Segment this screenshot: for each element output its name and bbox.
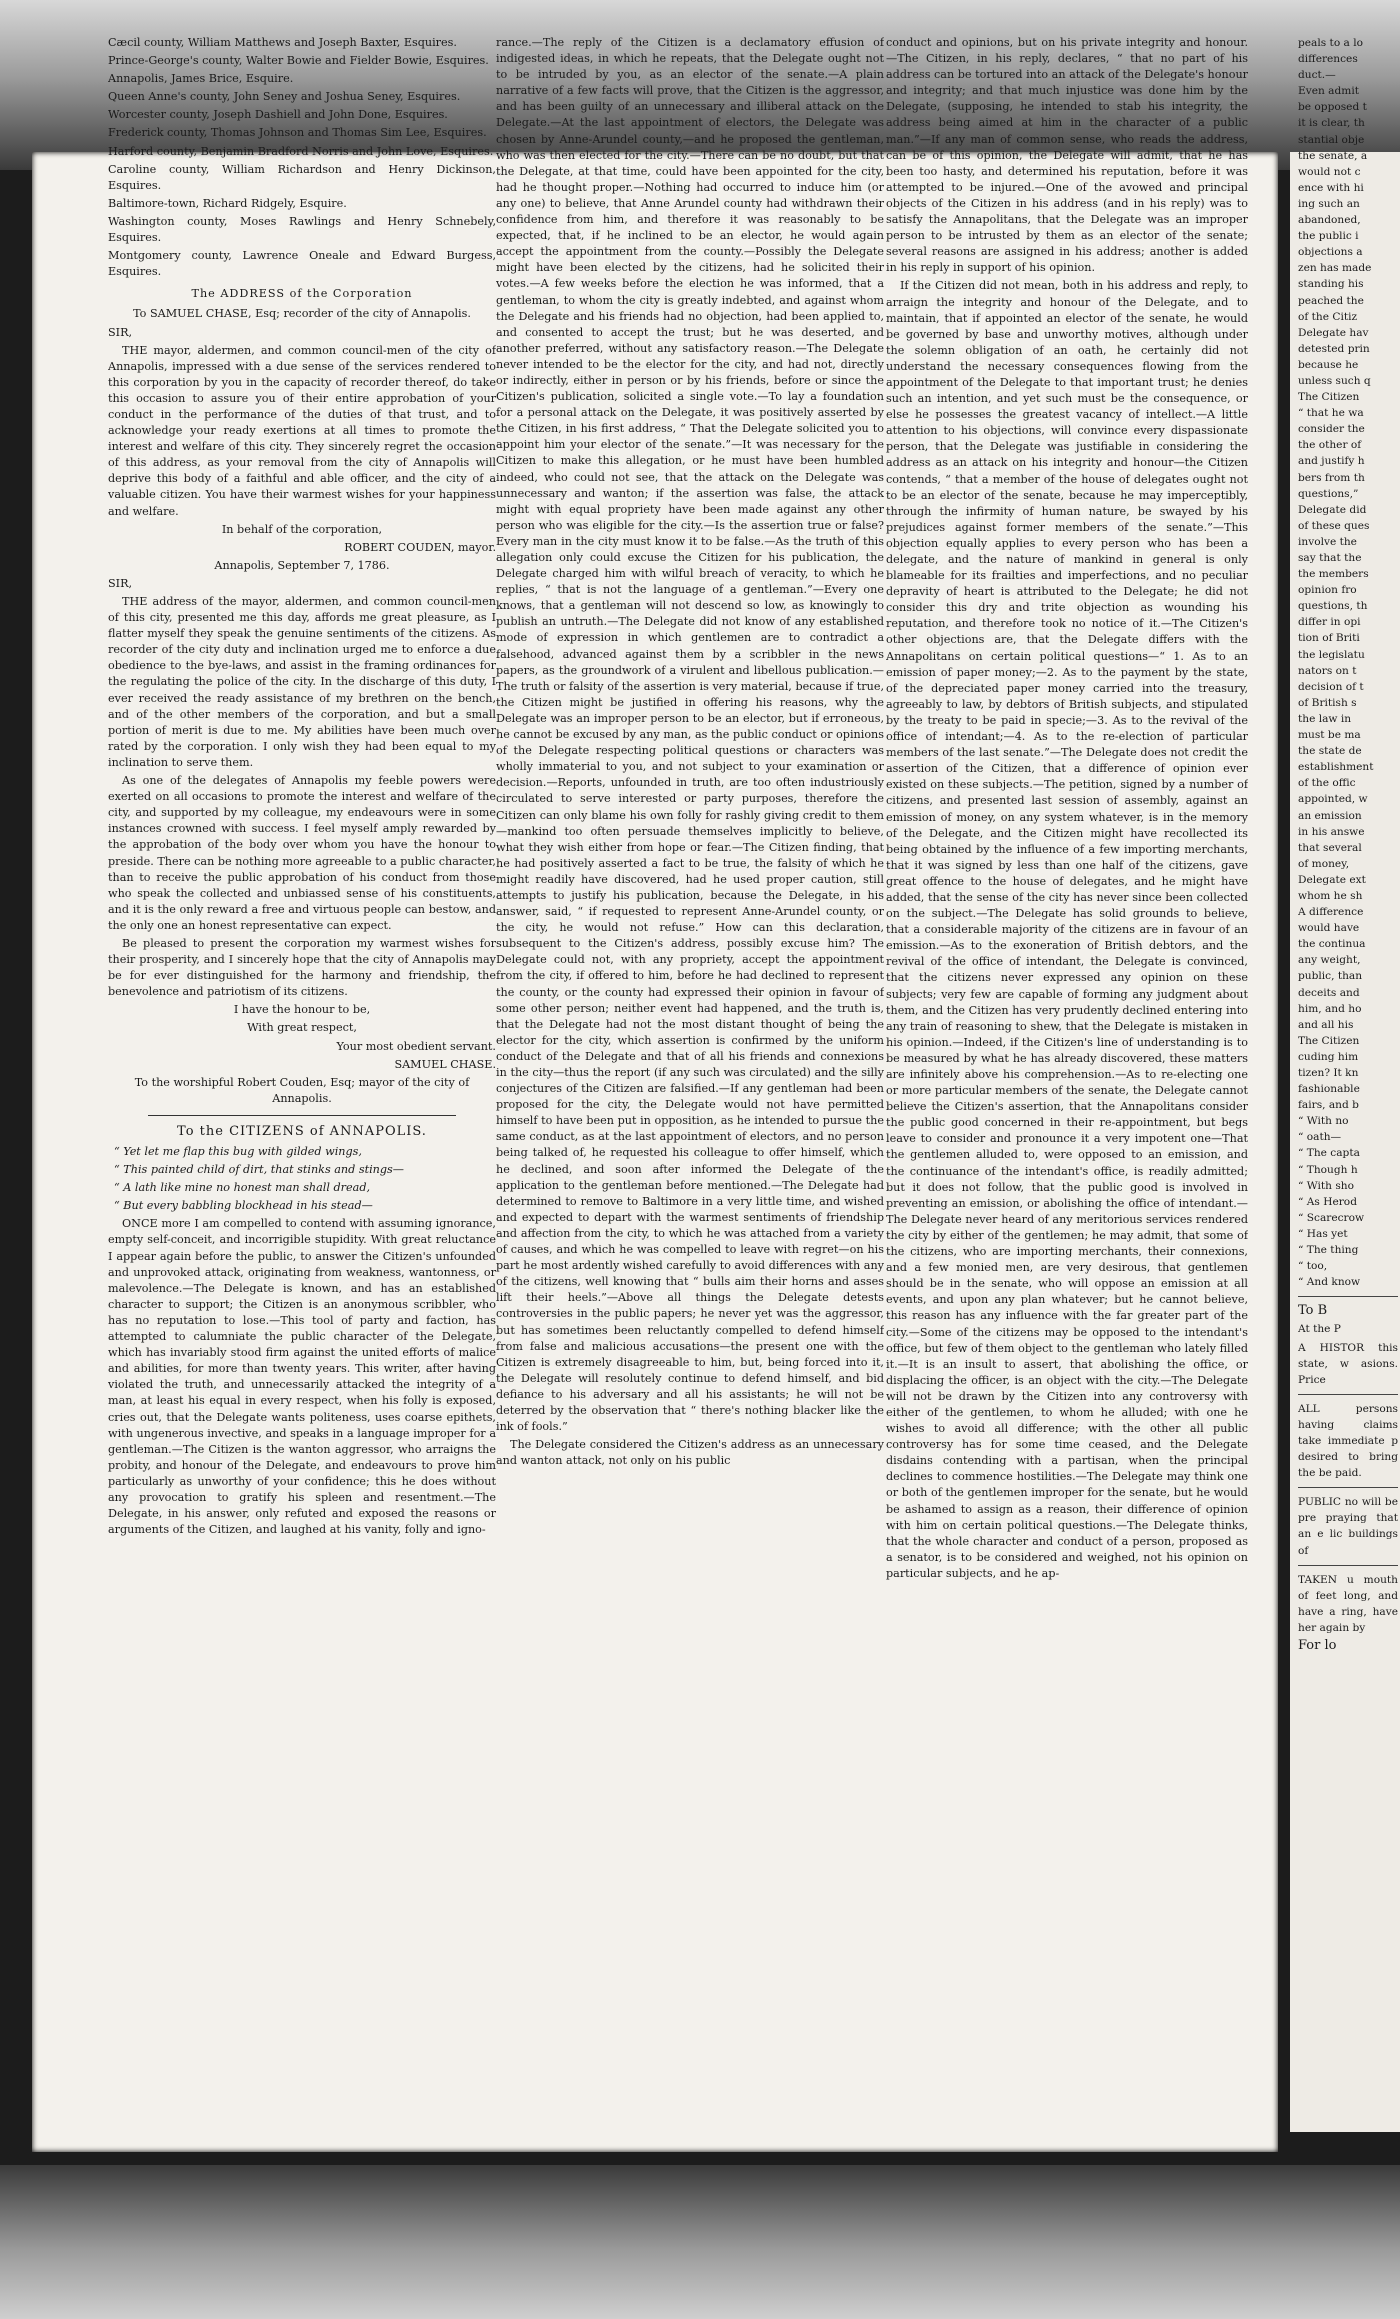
reply-paragraph: As one of the delegates of Annapolis my feeble powers were exerted on all occasions to promote the interest and welfare of the city, and supported by my colleague, my endeavours were in some instances crowned with success. I feel myself amply rewarded by the approbation of the body over whom you have the honour to preside. There can be nothing more agreeable to a public character, than to receive the public approbation of his conduct from those who speak the collected and unbiassed sense of his constituents, and it is the only reward a free and virtuous people can bestow, and the only one an honest representative can expect.: [108, 774, 496, 932]
article-text: If the Citizen did not mean, both in his address and reply, to arraign the integrity and honour of the Delegate, and to maintain, that if appointed an elector of the senate, he would be governed by base and unworthy motives, although under the solemn obligation of an oath, he certainly did not understand the necessary consequences flowing from the appointment of the Delegate to that important trust; he denies such an intention, and yet such must be the consequence, or else he possesses the greatest vacancy of intellect.—A little attention to his objections, will convince every dispassionate person, that the Delegate was justifiable in considering the address as an attack on his integrity and honour—the Citizen contends, “ that a member of the house of delegates ought not to be an elector of the senate, because he may imperceptibly, through the infirmity of human nature, be swayed by his prejudices against former members of the senate.”—This objection equally applies to every person who has been a delegate, and the nature of mankind in general is only blameable for its frailties and imperfections, and no peculiar depravity of heart is attributed to the Delegate; he did not consider this dry and trite objection as wounding his reputation, and therefore took no notice of it.—The Citizen's other objections are, that the Delegate differs with the Annapolitans on certain political questions—“ 1. As to an emission of paper money;—2. As to the payment by the state, of the depreciated paper money carried into the treasury, agreeably to law, by debtors of British subjects, and stipulated by the treaty to be paid in specie;—3. As to the revival of the office of intendant;—4. As to the re-election of particular members of the last senate.”—The Delegate does not credit the assertion of the Citizen, that a difference of opinion ever existed on these subjects.—The petition, signed by a number of citizens, and presented last session of assembly, against an emission of money, on any system whatever, is in the memory of the Delegate, and the Citizen might have recollected its being obtained by the influence of a few importing merchants, that it was signed by less than one half of the citizens, gave great offence to the house of delegates, and he might have added, that the sense of the city has never since been collected on the subject.—The Delegate has solid grounds to believe, that a considerable majority of the citizens are in favour of an emission.—As to the exoneration of British debtors, and the revival of the office of intendant, the Delegate is convinced, that the citizens never expressed any opinion on these subjects; very few are capable of forming any judgment about them, and the Citizen has very prudently declined entering into any train of reasoning to shew, that the Delegate is mistaken in his opinion.—Indeed, if the Citizen's line of understanding is to be measured by what he has already discovered, these matters are infinitely above his comprehension.—As to re-electing one or more particular members of the senate, the Delegate cannot believe the Citizen's assertion, that the Annapolitans consider the public good concerned in their re-appointment, but begs leave to consider and pronounce it a very impotent one—That the gentlemen alluded to, were opposed to an emission, and the continuance of the intendant's office, is readily admitted; but it does not follow, that the public good is involved in preventing an emission, or abolishing the office of intendant.—The Delegate never heard of any meritorious services rendered the city by either of the gentlemen; he may admit, that some of the citizens, who are importing merchants, their connexions, and a few monied men, are very desirous, that gentlemen should be in the senate, who will oppose an emission at all events, and upon any plan whatever; but he cannot believe, this reason has any influence with the far greater part of the city.—Some of the citizens may be opposed to the intendant's office, but few of them object to the gentleman who lately filled it.—It is an insult to assert, that abolishing the office, or displacing the officer, is an object with the city.—The Delegate will not be drawn by the Citizen into any controversy with either of the gentlemen, to whom he alluded; with one he wishes to avoid all difference; with the other all public controversy has for some time ceased, and the Delegate disdains contending with a partisan, when the principal declines to commence hostilities.—The Delegate may think one or both of the gentlemen improper for the senate, but he would be ashamed to assign as a reason, their difference of opinion with him on certain political questions.—The Delegate thinks, that the whole character and conduct of a person, proposed as a senator, is to be considered and weighed, not his opinion on particular subjects, and he ap-: [886, 279, 1248, 1580]
verse-line: “ A lath like mine no honest man shall dread,: [114, 1181, 371, 1195]
advertisement: For lo: [1298, 1638, 1337, 1653]
salutation: SIR,: [108, 576, 133, 590]
address-heading: The ADDRESS of the Corporation: [191, 287, 413, 301]
county-line: Frederick county, Thomas Johnson and Thomas Sim Lee, Esquires.: [108, 126, 487, 140]
divider: [148, 1115, 456, 1116]
county-line: Baltimore-town, Richard Ridgely, Esquire.: [108, 196, 347, 210]
partial-line: “ The thing: [1298, 1244, 1359, 1257]
partial-line: of money,: [1298, 857, 1350, 870]
partial-lines: [1298, 35, 1398, 1290]
closing-line: Your most obedient servant.: [336, 1039, 496, 1053]
partial-line: detested prin: [1298, 342, 1370, 355]
citizens-heading: To the CITIZENS of ANNAPOLIS.: [177, 1123, 427, 1139]
dateline: Annapolis, September 7, 1786.: [214, 558, 390, 572]
signature-chase: SAMUEL CHASE.: [394, 1057, 496, 1071]
partial-line: would have: [1298, 922, 1360, 935]
county-line: Worcester county, Joseph Dashiell and John Done, Esquires.: [108, 108, 448, 122]
partial-line: The Citizen: [1298, 1034, 1360, 1047]
partial-line: the continua: [1298, 938, 1366, 951]
county-line: Caroline county, William Richardson and Henry Dickinson, Esquires.: [108, 162, 496, 192]
partial-line: objections a: [1298, 246, 1363, 259]
partial-line: deceits and: [1298, 986, 1360, 999]
partial-line: Delegate did: [1298, 503, 1367, 516]
partial-line: “ Has yet: [1298, 1227, 1348, 1240]
partial-line: of these ques: [1298, 519, 1370, 532]
county-line: Prince-George's county, Walter Bowie and Fielder Bowie, Esquires.: [108, 54, 489, 68]
partial-line: any weight,: [1298, 954, 1361, 967]
partial-line: fashionable: [1298, 1083, 1360, 1096]
partial-line: the legislatu: [1298, 648, 1365, 661]
partial-line: peached the: [1298, 294, 1364, 307]
column-3: [886, 35, 1248, 1965]
advertisement: TAKEN u mouth of feet long, and have a ring, have her again by: [1298, 1573, 1398, 1634]
citizens-body: ONCE more I am compelled to contend with assuming ignorance, empty self-conceit, and incorrigible stupidity. With great reluctance I appear again before the public, to answer the Citizen's unfounded and unprovoked attack, originating from weakness, wantonness, or malevolence.—The Delegate is known, and has an established character to support; the Citizen is an anonymous scribbler, who has no reputation to lose.—This tool of party and faction, has attempted to calumniate the public character of the Delegate, which has invariably stood firm against the united efforts of malice and abilities, for more than twenty years. This writer, after having violated the truth, and unnecessarily attacked the integrity of a man, at least his equal in every respect, when his folly is exposed, cries out, that the Delegate wants politeness, uses coarse epithets, with ungenerous invective, and speaks in a language improper for a gentleman.—The Citizen is the wanton aggressor, who arraigns the probity, and honour of the Delegate, and endeavours to prove him particularly as unworthy of your confidence; this he does without any provocation to gratify his spleen and resentment.—The Delegate, in his answer, only refuted and exposed the reasons or arguments of the Citizen, and laughed at his vanity, folly and igno-: [108, 1217, 496, 1537]
partial-line: an emission: [1298, 809, 1362, 822]
partial-line: and justify h: [1298, 455, 1365, 468]
partial-line: decision of t: [1298, 680, 1364, 693]
partial-line: the members: [1298, 568, 1369, 581]
partial-line: “ And know: [1298, 1276, 1361, 1289]
verse-line: “ But every babbling blockhead in his stead—: [114, 1199, 373, 1213]
column-4-partial: [1298, 35, 1398, 1965]
partial-line: because he: [1298, 358, 1359, 371]
partial-line: “ too,: [1298, 1260, 1328, 1273]
address-recipient: To SAMUEL CHASE, Esq; recorder of the city of Annapolis.: [133, 307, 471, 321]
ad-heading: At the P: [1298, 1323, 1341, 1336]
county-line: Cæcil county, William Matthews and Joseph Baxter, Esquires.: [108, 36, 457, 49]
county-line: Annapolis, James Brice, Esquire.: [108, 72, 294, 86]
partial-line: bers from th: [1298, 471, 1365, 484]
divider: [1298, 1296, 1398, 1297]
partial-line: whom he sh: [1298, 889, 1363, 902]
partial-line: tizen? It kn: [1298, 1067, 1359, 1079]
partial-line: unless such q: [1298, 374, 1371, 387]
partial-line: of the Citiz: [1298, 310, 1358, 323]
county-line: Harford county, Benjamin Bradford Norris and John Love, Esquires.: [108, 144, 494, 158]
partial-line: differences: [1298, 53, 1358, 66]
partial-line: “ Though h: [1298, 1163, 1358, 1176]
partial-line: of the offic: [1298, 777, 1356, 790]
reply-paragraph: THE address of the mayor, aldermen, and common council-men of this city, presented me this day, affords me great pleasure, as I flatter myself they speak the genuine sentiments of the citizens. As recorder of the city duty and inclination urged me to enforce a due obedience to the bye-laws, and assist in the framing ordinances for the regulating the police of the city. In the discharge of this duty, I ever received the ready assistance of my brethren on the bench, and of the other members of the corporation, and but a small portion of merit is due to me. My abilities have been much over rated by the corporation. I only wish they had been equal to my inclination to serve them.: [108, 595, 496, 769]
partial-line: “ The capta: [1298, 1147, 1360, 1160]
partial-line: nators on t: [1298, 664, 1357, 677]
partial-line: that several: [1298, 841, 1362, 854]
partial-line: opinion fro: [1298, 584, 1357, 597]
partial-line: public, than: [1298, 970, 1363, 983]
salutation: SIR,: [108, 325, 133, 339]
article-text: The Delegate considered the Citizen's address as an unnecessary and wanton attack, not only on his public: [496, 1438, 884, 1468]
partial-line: would not c: [1298, 165, 1361, 178]
partial-line: say that the: [1298, 552, 1362, 564]
ad-heading: To B: [1298, 1303, 1328, 1319]
partial-line: ence with hi: [1298, 181, 1364, 194]
partial-line: “ As Herod: [1298, 1195, 1357, 1208]
partial-line: differ in opi: [1298, 616, 1361, 629]
article-text: rance.—The reply of the Citizen is a declamatory effusion of indigested ideas, in which he repeats, that the Delegate ought not to be intruded by you, as an elector of the senate.—A plain narrative of a few facts will prove, that the Citizen is the aggressor, and has been guilty of an unnecessary and illiberal attack on the Delegate.—At the last appointment of electors, the Delegate was chosen by Anne-Arundel county,—and he proposed the gentleman, who was then elected for the city.—There can be no doubt, but that the Delegate, at that time, could have been appointed for the city, had he thought proper.—Nothing had occurred to induce him (or any one) to believe, that Anne Arundel county had withdrawn their confidence from him, and therefore it was reasonably to be expected, that, if he inclined to be an elector, he would again accept the appointment from the county.—Possibly the Delegate might have been elected by the citizens, had he solicited their votes.—A few weeks before the election he was informed, that a gentleman, to whom the city is greatly indebted, and against whom the Delegate and his friends had no objection, had been applied to, and consented to accept the trust; but he was deserted, and another preferred, without any satisfactory reason.—The Delegate never intended to be the elector for the city, and had not, directly or indirectly, either in person or by his friends, before or since the Citizen's publication, solicited a single vote.—To lay a foundation for a personal attack on the Delegate, it was positively asserted by the Citizen, in his first address, “ That the Delegate solicited you to appoint him your elector of the senate.”—It was necessary for the Citizen to make this allegation, or he must have been humbled indeed, who could not see, that the attack on the Delegate was unnecessary and wanton; if the assertion was false, the attack might with equal propriety have been made against any other person who was eligible for the city.—Is the assertion true or false? Every man in the city must know it to be false.—As the truth of this allegation only could excuse the Citizen for his publication, the Delegate charged him with wilful breach of veracity, to which he replies, “ that is not the language of a gentleman.”—Every one knows, that a gentleman will not descend so low, as knowingly to publish an untruth.—The Delegate did not know of any established mode of expression in which gentlemen are to contradict a falsehood, advanced against them by a scribbler in the news papers, as the groundwork of a virulent and libellous publication.—The truth or falsity of the assertion is very material, because if true, the Citizen might be justified in offering his reasons, why the Delegate was an improper person to be an elector, but if erroneous, he cannot be excused by any man, as the public conduct or opinions of the Delegate respecting political questions or characters was wholly immaterial to you, and not subject to your examination or decision.—Reports, unfounded in truth, are too often industriously circulated to serve interested or party purposes, therefore the Citizen can only blame his own folly for rashly giving credit to them—mankind too often persuade themselves implicitly to believe, what they wish either from hope or fear.—The Citizen finding, that he had positively asserted a fact to be true, the falsity of which he might readily have discovered, had he used proper caution, still attempts to justify his publication, because the Delegate, in his answer, said, “ if requested to represent Anne-Arundel county, or the city, he would not refuse.” How can this declaration, subsequent to the Citizen's address, possibly excuse him? The Delegate could not, with any propriety, accept the appointment from the city, if offered to him, before he had declined to represent the county, or the county had expressed their opinion in favour of some other person; neither event had happened, and the truth is, that the Delegate had not the most distant thought of being the elector for the city, which assertion is confirmed by the uniform conduct of the Delegate and that of all his friends and connexions in the city—thus the report (if any such was circulated) and the silly conjectures of the Citizen are falsified.—If any gentleman had been proposed for the city, the Delegate would not have permitted himself to have been put in opposition, as he intended to pursue the same conduct, as at the last appointment of electors, and no person being talked of, he requested his colleague to offer himself, which he declined, and soon after informed the Delegate of the application to the gentleman before mentioned.—The Delegate had determined to remove to Baltimore in a very little time, and wished and expected to depart with the warmest sentiments of friendship and affection from the city, to which he was attached from a variety of causes, and which he was compelled to leave with regret—on his part he most ardently wished carefully to avoid differences with any of the citizens, well knowing that “ bulls aim their horns and asses lift their heels.”—Above all things the Delegate detests controversies in the public papers; he never yet was the aggressor, but has sometimes been reluctantly compelled to defend himself from false and malicious accusations—the present one with the Citizen is extremely disagreeable to him, but, being forced into it, the Delegate will resolutely continue to defend himself, and bid defiance to his adversary and all his assistants; he will not be deterred by the observation that “ there's nothing blacker like the ink of fools.”: [496, 36, 884, 1434]
partial-line: it is clear, th: [1298, 117, 1365, 130]
county-line: Washington county, Moses Rawlings and Henry Schnebely, Esquires.: [108, 214, 496, 245]
scan-background-bottom: [0, 2165, 1400, 2319]
verse-line: “ This painted child of dirt, that stinks and stings—: [114, 1163, 404, 1177]
advertisement: PUBLIC no will be pre praying that an e lic buildings of: [1298, 1496, 1398, 1557]
partial-line: Delegate hav: [1298, 326, 1369, 339]
column-2: [496, 35, 884, 1965]
divider: [1298, 1565, 1398, 1566]
partial-line: “ With sho: [1298, 1179, 1354, 1192]
partial-line: Delegate ext: [1298, 873, 1366, 886]
divider: [1298, 1394, 1398, 1395]
partial-line: “ that he wa: [1298, 407, 1364, 420]
partial-line: of British s: [1298, 696, 1357, 709]
signature-couden: ROBERT COUDEN, mayor.: [344, 540, 496, 554]
partial-line: duct.—: [1298, 69, 1336, 82]
address-body: THE mayor, aldermen, and common council-men of the city of Annapolis, impressed with a due sense of the services rendered to this corporation by you in the capacity of recorder thereof, do take this occasion to assure you of their entire approbation of your conduct in the performance of the duties of that trust, and to acknowledge your ready exertions at all times to promote the interest and welfare of this city. They sincerely regret the occasion of this address, as your removal from the city of Annapolis will deprive this body of a faithful and able officer, and the city of a valuable citizen. You have their warmest wishes for your happiness and welfare.: [108, 343, 496, 518]
partial-line: be opposed t: [1298, 101, 1367, 114]
county-line: Queen Anne's county, John Seney and Joshua Seney, Esquires.: [108, 90, 461, 104]
recipient-line: To the worshipful Robert Couden, Esq; mayor of the city of Annapolis.: [134, 1075, 470, 1105]
partial-line: consider the: [1298, 423, 1365, 436]
partial-line: ing such an: [1298, 197, 1360, 210]
divider: [1298, 1487, 1398, 1488]
article-text: conduct and opinions, but on his private integrity and honour.—The Citizen, in his reply, declares, “ that no part of his address can be tortured into an attack of the Delegate's honour and integrity; and that much injustice was done him by the Delegate, (supposing, he intended to stab his integrity, the address being aimed at him in the character of a public man.”—If any man of common sense, who reads the address, can be of this opinion, the Delegate will admit, that he has been too hasty, and determined his reputation, before it was attempted to be injured.—One of the avowed and principal objects of the Citizen in his address (and in his reply) was to satisfy the Annapolitans, that the Delegate was an improper person to be intrusted by them as an elector of the senate; several reasons are assigned in his address; another is added in his reply in support of his opinion.: [886, 36, 1248, 275]
partial-line: him, and ho: [1298, 1002, 1362, 1015]
partial-line: abandoned,: [1298, 214, 1361, 227]
partial-line: standing his: [1298, 278, 1364, 291]
county-line: Montgomery county, Lawrence Oneale and Edward Burgess, Esquires.: [108, 249, 496, 279]
partial-line: Even admit: [1298, 85, 1359, 98]
partial-line: involve the: [1298, 535, 1357, 548]
partial-line: cuding him: [1298, 1050, 1359, 1063]
partial-line: the public i: [1298, 230, 1359, 243]
partial-line: the law in: [1298, 712, 1352, 725]
reply-paragraph: Be pleased to present the corporation my warmest wishes for their prosperity, and I sincerely hope that the city of Annapolis may be for ever distinguished for the harmony and friendship, the benevolence and patriotism of its citizens.: [108, 936, 496, 999]
partial-line: and all his: [1298, 1018, 1354, 1031]
partial-line: must be ma: [1298, 729, 1361, 742]
advertisement: ALL persons having claims take immediate p desired to bring the be paid.: [1298, 1402, 1398, 1480]
column-1: [108, 35, 496, 1965]
advertisement: A HISTOR this state, w asions. Price: [1298, 1341, 1398, 1386]
partial-line: the senate, a: [1298, 149, 1368, 162]
partial-line: appointed, w: [1298, 793, 1368, 806]
partial-line: establishment: [1298, 761, 1374, 774]
partial-line: in his answe: [1298, 825, 1365, 838]
partial-line: “ oath—: [1298, 1131, 1342, 1144]
partial-line: the state de: [1298, 745, 1362, 758]
partial-line: fairs, and b: [1298, 1099, 1359, 1112]
partial-line: “ Scarecrow: [1298, 1211, 1365, 1224]
partial-line: peals to a lo: [1298, 37, 1364, 49]
partial-line: zen has made: [1298, 262, 1372, 275]
partial-line: the other of: [1298, 439, 1362, 452]
partial-line: tion of Briti: [1298, 632, 1360, 645]
partial-line: stantial obje: [1298, 133, 1365, 146]
partial-line: “ With no: [1298, 1115, 1349, 1128]
partial-line: The Citizen: [1298, 391, 1360, 404]
partial-line: questions,”: [1298, 487, 1359, 500]
partial-line: A difference: [1298, 906, 1364, 919]
verse-line: “ Yet let me flap this bug with gilded wings,: [114, 1145, 362, 1158]
partial-line: questions, th: [1298, 600, 1368, 613]
closing-line: With great respect,: [247, 1021, 357, 1035]
behalf-line: In behalf of the corporation,: [221, 522, 383, 536]
closing-line: I have the honour to be,: [233, 1003, 371, 1017]
